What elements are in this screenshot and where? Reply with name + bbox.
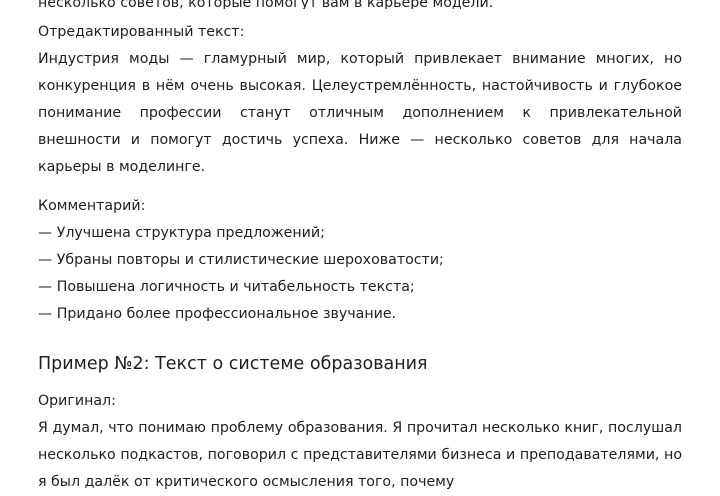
comment-label: Комментарий:	[38, 198, 146, 214]
example2-heading: Пример №2: Текст о системе образования	[38, 354, 428, 374]
top-cut-line: несколько советов, которые помогут вам в карьере модели.	[38, 0, 494, 9]
top-cut-line-wrapper	[38, 0, 682, 9]
document-body	[38, 0, 682, 496]
comment-item: — Убраны повторы и стилистические шероховатости;	[38, 252, 444, 268]
original-label: Оригинал:	[38, 393, 116, 409]
comment-item: — Повышена логичность и читабельность текста;	[38, 279, 415, 295]
comment-list	[38, 220, 682, 328]
comment-item: — Придано более профессиональное звучание.	[38, 306, 397, 322]
edited-label: Отредактированный текст:	[38, 24, 245, 40]
original-text: Я думал, что понимаю проблему образования. Я прочитал несколько книг, послушал несколько подкастов, поговорил с представителями бизнеса и преподавателями, но я был далёк от критического осмысления того, почему	[38, 420, 682, 490]
comment-item: — Улучшена структура предложений;	[38, 225, 325, 241]
edited-text: Индустрия моды — гламурный мир, который привлекает внимание многих, но конкуренция в нём очень высокая. Целеустремлённость, настойчивость и глубокое понимание профессии станут отличным дополнением к привлекательной внешности и помогут достичь успеха. Ниже — несколько советов для начала карьеры в моделинге.	[38, 51, 682, 175]
